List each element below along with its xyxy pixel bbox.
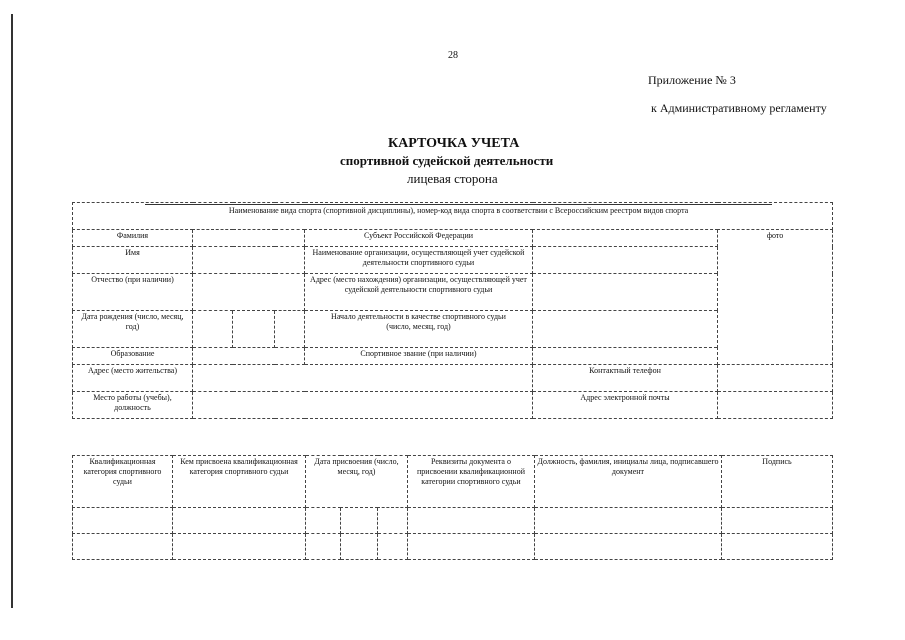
page-number: 28: [448, 50, 458, 61]
email-label: Адрес электронной почты: [533, 392, 718, 419]
qual-header-document: Реквизиты документа о присвоении квалификационной категории спортивного судьи: [408, 456, 535, 508]
address-label: Адрес (место жительства): [73, 365, 193, 392]
title-subtitle: спортивной судейской деятельности: [340, 153, 554, 168]
birth-date-label: Дата рождения (число, месяц, год): [73, 311, 193, 348]
workplace-label: Место работы (учебы), должность: [73, 392, 193, 419]
qual-signer-field[interactable]: [535, 508, 722, 534]
education-field[interactable]: [193, 348, 305, 365]
qual-signer-field[interactable]: [535, 534, 722, 560]
qual-category-field[interactable]: [73, 508, 173, 534]
address-field[interactable]: [193, 365, 533, 392]
qual-month-field[interactable]: [341, 508, 378, 534]
name-label: Имя: [73, 247, 193, 274]
phone-label: Контактный телефон: [533, 365, 718, 392]
org-name-field[interactable]: [533, 247, 718, 274]
qual-header-assigned-by: Кем присвоена квалификационная категория спортивного судьи: [173, 456, 306, 508]
qual-assigned-by-field[interactable]: [173, 508, 306, 534]
qual-header-category: Квалификационная категория спортивного судьи: [73, 456, 173, 508]
qualification-table: [72, 455, 833, 560]
qual-year-field[interactable]: [378, 534, 408, 560]
regulation-label: к Административному регламенту: [651, 101, 827, 115]
patronymic-field[interactable]: [193, 274, 305, 311]
name-field[interactable]: [193, 247, 305, 274]
patronymic-label: Отчество (при наличии): [73, 274, 193, 311]
qual-month-field[interactable]: [341, 534, 378, 560]
sport-title-field[interactable]: [533, 348, 718, 365]
start-activity-hint: (число, месяц, год): [386, 322, 451, 331]
main-form-table: [72, 202, 833, 419]
birth-day-field[interactable]: [193, 311, 233, 348]
sport-name-cell[interactable]: [73, 203, 833, 230]
qual-signature-field[interactable]: [722, 534, 833, 560]
qual-year-field[interactable]: [378, 508, 408, 534]
sport-name-label: Наименование вида спорта (спортивной дисциплины), номер-код вида спорта в соответствии с Всероссийским реестром видов спорта: [145, 204, 772, 216]
subject-field[interactable]: [533, 230, 718, 247]
qual-header-date: Дата присвоения (число, месяц, год): [306, 456, 408, 508]
qual-day-field[interactable]: [306, 534, 341, 560]
org-name-label: Наименование организации, осуществляющей учет судейской деятельности спортивного судьи: [305, 247, 533, 274]
qual-day-field[interactable]: [306, 508, 341, 534]
qual-header-signature: Подпись: [722, 456, 833, 508]
photo-cell[interactable]: фото: [718, 230, 833, 365]
birth-month-field[interactable]: [233, 311, 275, 348]
phone-field[interactable]: [718, 365, 833, 392]
sport-title-label: Спортивное звание (при наличии): [305, 348, 533, 365]
table-row: [73, 534, 833, 560]
title-main: КАРТОЧКА УЧЕТА: [388, 136, 520, 151]
surname-label: Фамилия: [73, 230, 193, 247]
start-activity-label: Начало деятельности в качестве спортивного судьи: [331, 312, 506, 321]
page-left-edge: [11, 14, 13, 608]
qual-document-field[interactable]: [408, 508, 535, 534]
start-activity-cell: [305, 311, 533, 348]
subject-label: Субъект Российской Федерации: [305, 230, 533, 247]
qual-assigned-by-field[interactable]: [173, 534, 306, 560]
qual-header-signer: Должность, фамилия, инициалы лица, подписавшего документ: [535, 456, 722, 508]
workplace-field[interactable]: [193, 392, 533, 419]
birth-year-field[interactable]: [275, 311, 305, 348]
surname-field[interactable]: [193, 230, 305, 247]
title-side: лицевая сторона: [407, 171, 498, 186]
table-row: [73, 508, 833, 534]
qual-signature-field[interactable]: [722, 508, 833, 534]
appendix-label: Приложение № 3: [648, 73, 736, 87]
education-label: Образование: [73, 348, 193, 365]
org-address-label: Адрес (место нахождения) организации, осуществляющей учет судейской деятельности спортивного судьи: [305, 274, 533, 311]
qual-category-field[interactable]: [73, 534, 173, 560]
email-field[interactable]: [718, 392, 833, 419]
start-activity-field[interactable]: [533, 311, 718, 348]
qual-document-field[interactable]: [408, 534, 535, 560]
org-address-field[interactable]: [533, 274, 718, 311]
